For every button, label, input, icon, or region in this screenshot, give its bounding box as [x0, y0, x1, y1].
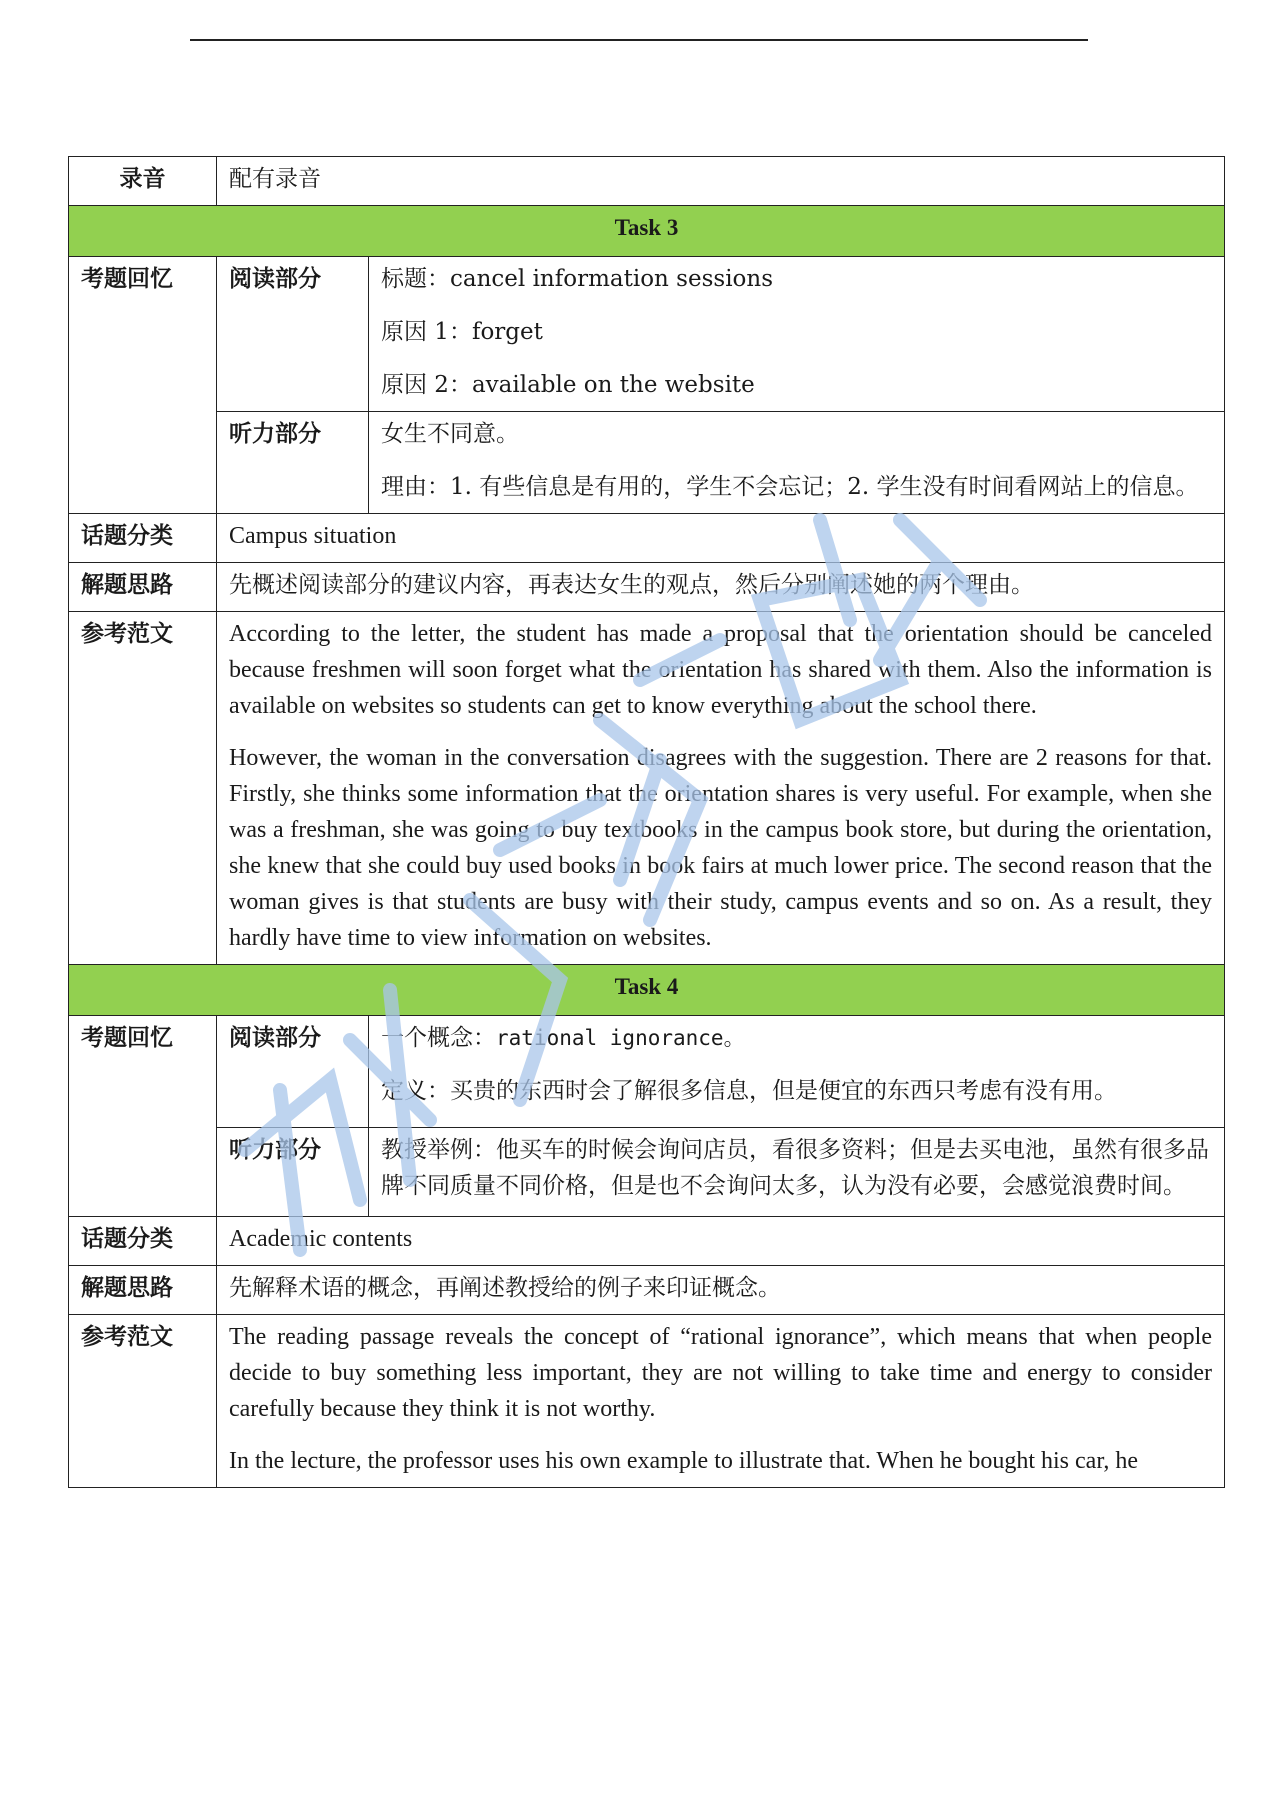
recording-label: 录音 — [69, 157, 217, 206]
task4-topic-row — [69, 1217, 1225, 1266]
task4-listening-content — [369, 1128, 1225, 1217]
task3-reading-content — [369, 257, 1225, 412]
task4-sample-paragraph-1: The reading passage reveals the concept of “rational ignorance”, which means that when people decide to buy something less important, they are not willing to take time and energy to consider carefully because they think it is not worthy. — [229, 1324, 1212, 1422]
task3-listening-content — [369, 412, 1225, 514]
task4-reading-label: 阅读部分 — [217, 1016, 369, 1128]
task4-concept-prefix: 一个概念： — [381, 1025, 496, 1051]
task-table — [68, 156, 1225, 1488]
task3-header-row — [69, 206, 1225, 257]
task3-sample-row — [69, 612, 1225, 965]
task3-title: Task 3 — [69, 206, 1225, 257]
task3-listening-opinion: 女生不同意。 — [381, 421, 519, 447]
task4-sample-row — [69, 1315, 1225, 1488]
task3-topic-row — [69, 514, 1225, 563]
task4-reading-definition: 定义：买贵的东西时会了解很多信息，但是便宜的东西只考虑有没有用。 — [381, 1078, 1117, 1104]
recording-row — [69, 157, 1225, 206]
recording-value — [217, 157, 1225, 206]
task4-approach-row — [69, 1266, 1225, 1315]
task3-listening-row — [69, 412, 1225, 514]
task3-reading-row — [69, 257, 1225, 412]
task3-reading-label: 阅读部分 — [217, 257, 369, 412]
task3-sample-content — [217, 612, 1225, 965]
task3-listening-reasons: 理由：1. 有些信息是有用的，学生不会忘记；2. 学生没有时间看网站上的信息。 — [381, 474, 1199, 500]
task4-recall-label: 考题回忆 — [69, 1016, 217, 1217]
task3-approach-row — [69, 563, 1225, 612]
task3-listening-label: 听力部分 — [217, 412, 369, 514]
task3-reading-title: 标题：cancel information sessions — [381, 266, 774, 292]
task3-sample-label: 参考范文 — [69, 612, 217, 965]
task4-reading-content — [369, 1016, 1225, 1128]
task3-reading-reason-1: 原因 1：forget — [381, 319, 543, 345]
task3-approach-label: 解题思路 — [69, 563, 217, 612]
task3-recall-label: 考题回忆 — [69, 257, 217, 514]
recording-text: 配有录音 — [229, 166, 321, 192]
task4-approach-label: 解题思路 — [69, 1266, 217, 1315]
task4-approach-value: 先解释术语的概念，再阐述教授给的例子来印证概念。 — [217, 1266, 1225, 1315]
task4-concept-term: rational ignorance。 — [496, 1026, 745, 1050]
task3-topic-label: 话题分类 — [69, 514, 217, 563]
task4-listening-example: 教授举例：他买车的时候会询问店员，看很多资料；但是去买电池，虽然有很多品牌不同质量不同价格，但是也不会询问太多，认为没有必要，会感觉浪费时间。 — [381, 1137, 1209, 1199]
task4-listening-label: 听力部分 — [217, 1128, 369, 1217]
task3-sample-paragraph-2: However, the woman in the conversation disagrees with the suggestion. There are 2 reasons for that. Firstly, she thinks some information that the orientation shares is very useful. For example, when she was a freshman, she was going to buy textbooks in the campus book store, but during the orientation, she knew that she could buy used books in book fairs at much lower price. The second reason that the woman gives is that students are busy with their study, campus events and so on. As a result, they hardly have time to view information on websites. — [229, 745, 1212, 951]
task4-sample-content — [217, 1315, 1225, 1488]
task4-sample-label: 参考范文 — [69, 1315, 217, 1488]
task4-sample-paragraph-2: In the lecture, the professor uses his own example to illustrate that. When he bought his car, he — [229, 1448, 1139, 1474]
task4-header-row — [69, 965, 1225, 1016]
task4-reading-concept — [381, 1020, 1212, 1056]
task3-sample-paragraph-1: According to the letter, the student has made a proposal that the orientation should be canceled because freshmen will soon forget what the orientation has shared with them. Also the information is available on websites so students can get to know everything about the school there. — [229, 621, 1212, 719]
task4-reading-row — [69, 1016, 1225, 1128]
task3-topic-text: Campus situation — [229, 523, 397, 549]
task4-topic-label: 话题分类 — [69, 1217, 217, 1266]
task3-reading-reason-2: 原因 2：available on the website — [381, 372, 755, 398]
task3-approach-value: 先概述阅读部分的建议内容，再表达女生的观点，然后分别阐述她的两个理由。 — [217, 563, 1225, 612]
task4-topic-text: Academic contents — [229, 1226, 413, 1252]
header-rule — [190, 39, 1088, 41]
task3-topic-value — [217, 514, 1225, 563]
task4-listening-row — [69, 1128, 1225, 1217]
task4-topic-value — [217, 1217, 1225, 1266]
task4-title: Task 4 — [69, 965, 1225, 1016]
